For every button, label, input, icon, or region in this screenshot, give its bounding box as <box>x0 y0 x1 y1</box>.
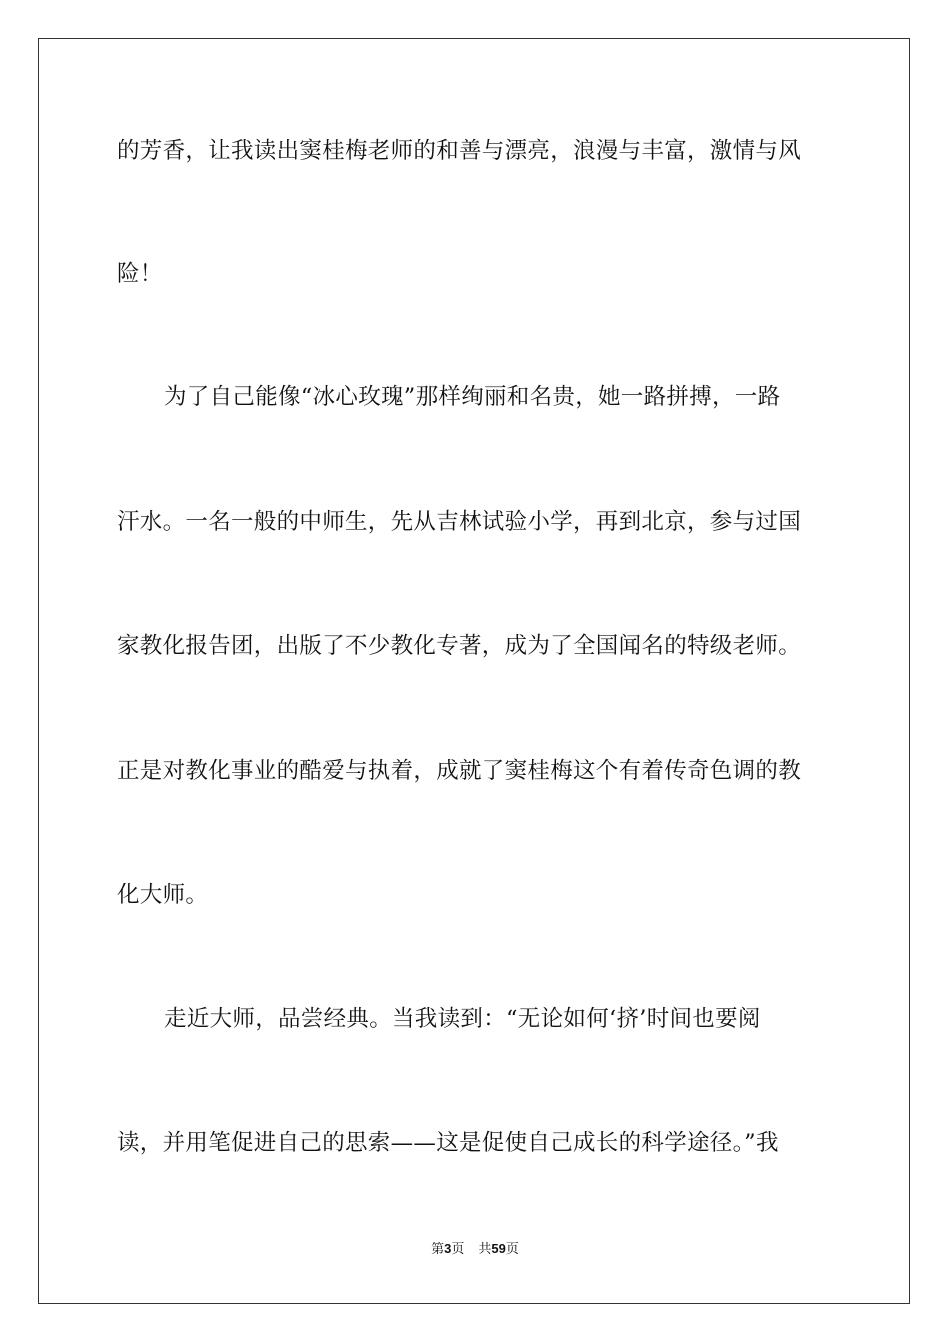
page-number: 3 <box>444 1241 452 1256</box>
page-footer <box>0 1240 950 1259</box>
page-border <box>38 38 910 1304</box>
text-line-7: 化大师。 <box>117 882 209 908</box>
page-suffix: 页 <box>451 1242 465 1257</box>
text-line-8: 走近大师，品尝经典。当我读到：“无论如何‘挤’时间也要阅 <box>164 1006 761 1032</box>
total-suffix: 页 <box>505 1242 519 1257</box>
total-pages: 59 <box>491 1241 506 1256</box>
text-line-1: 的芳香，让我读出窦桂梅老师的和善与漂亮，浪漫与丰富，激情与风 <box>117 138 802 164</box>
text-line-6: 正是对教化事业的酷爱与执着，成就了窦桂梅这个有着传奇色调的教 <box>117 758 802 784</box>
text-line-9: 读，并用笔促进自己的思索——这是促使自己成长的科学途径。”我 <box>117 1130 779 1156</box>
text-line-3: 为了自己能像“冰心玫瑰”那样绚丽和名贵，她一路拼搏，一路 <box>164 384 781 410</box>
total-prefix: 共 <box>478 1242 492 1257</box>
text-line-5: 家教化报告团，出版了不少教化专著，成为了全国闻名的特级老师。 <box>117 633 802 659</box>
text-line-4: 汗水。一名一般的中师生，先从吉林试验小学，再到北京，参与过国 <box>117 509 802 535</box>
page-prefix: 第 <box>431 1242 445 1257</box>
text-line-2: 险！ <box>117 261 163 287</box>
